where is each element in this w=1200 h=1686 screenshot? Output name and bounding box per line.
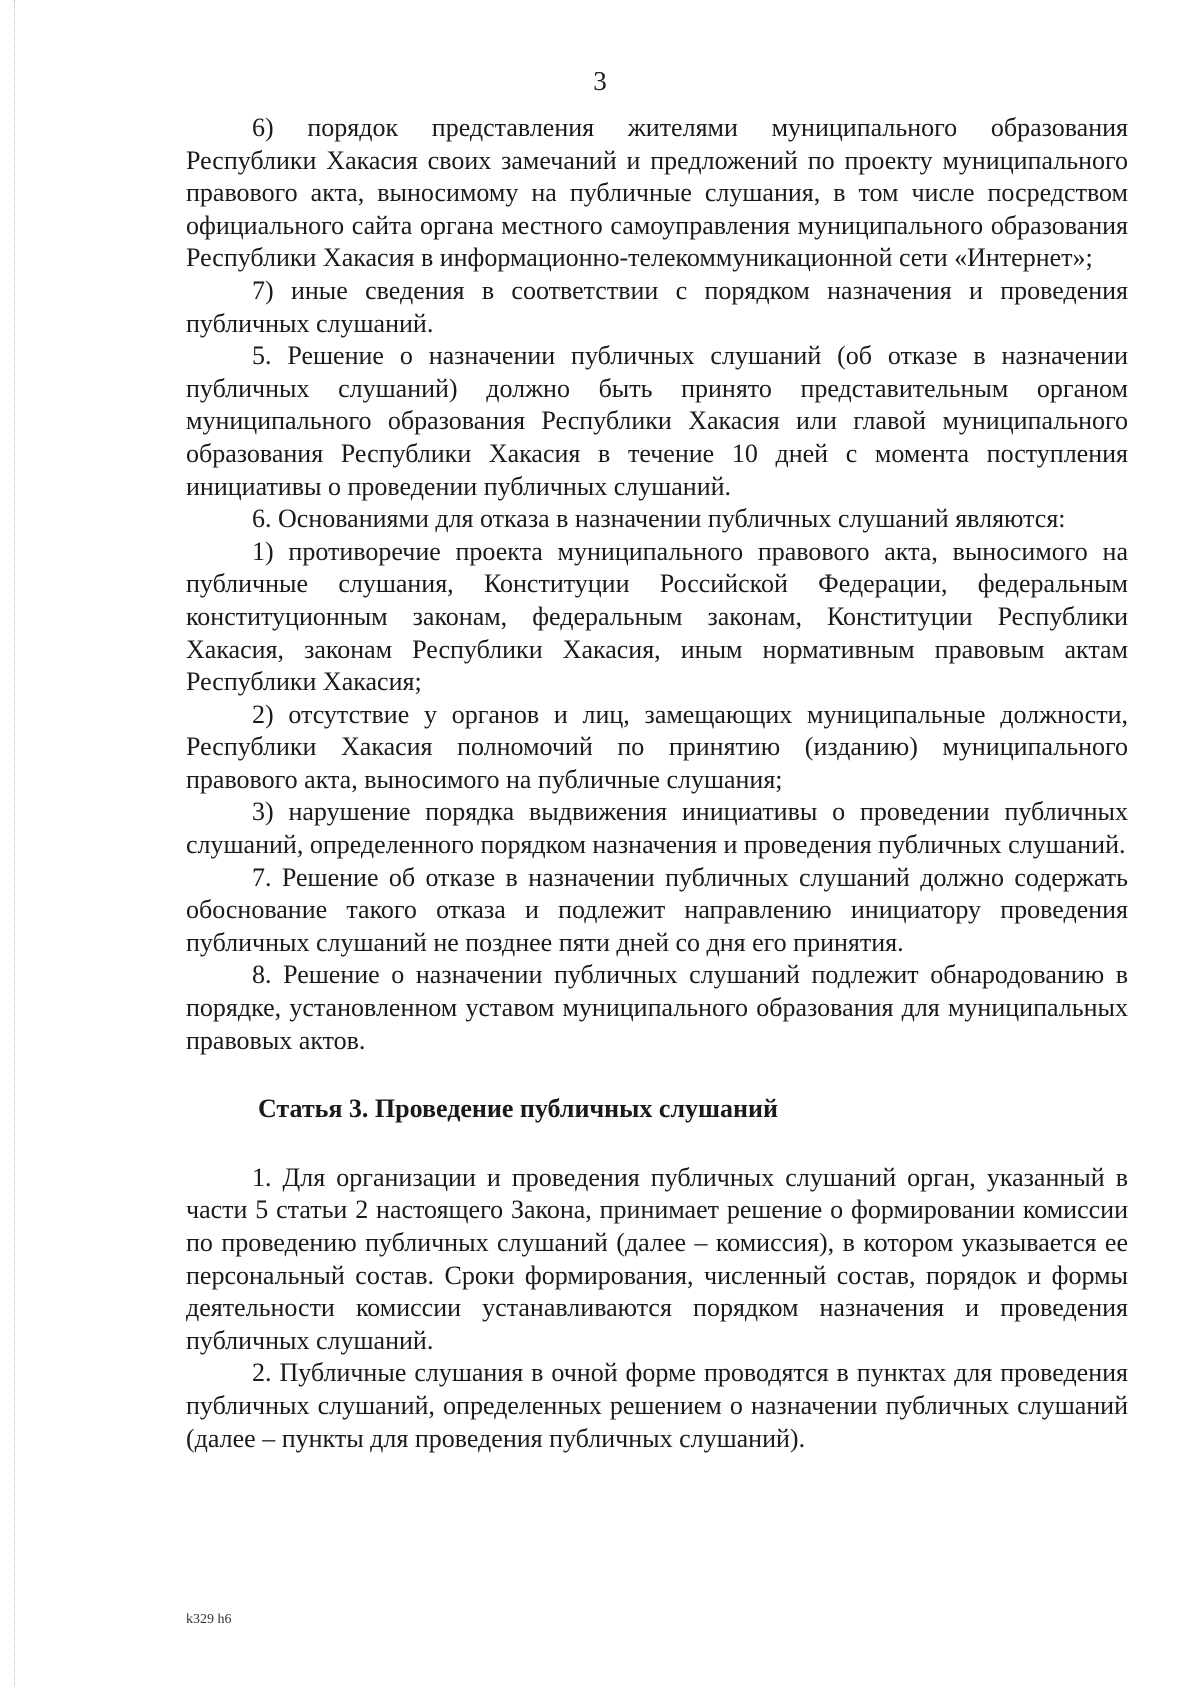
paragraph-item-7-other-info: 7) иные сведения в соответствии с порядком назначения и проведения публичных слушаний. bbox=[186, 275, 1128, 338]
paragraph-part-8-publication: 8. Решение о назначении публичных слушаний подлежит обнародованию в порядке, установленном уставом муниципального образования для муниципальных правовых актов. bbox=[186, 960, 1128, 1055]
paragraph-article-3-part-2: 2. Публичные слушания в очной форме проводятся в пунктах для проведения публичных слушаний, определенных решением о назначении публичных слушаний (далее – пункты для проведения публичных слушаний). bbox=[186, 1358, 1128, 1453]
paragraph-item-6-residents-comments: 6) порядок представления жителями муниципального образования Республики Хакасия своих замечаний и предложений по проекту муниципального правового акта, выносимому на публичные слушания, в том числе посредством официального сайта органа местного самоуправления муниципального образования Республики Хакасия в информационно-телекоммуникационной сети «Интернет»; bbox=[186, 113, 1128, 273]
paragraph-ground-2-no-authority: 2) отсутствие у органов и лиц, замещающих муниципальные должности, Республики Хакасия полномочий по принятию (изданию) муниципального правового акта, выносимого на публичные слушания; bbox=[186, 699, 1128, 794]
scan-edge-marks bbox=[0, 0, 15, 1686]
page-number: 3 bbox=[593, 66, 607, 96]
paragraph-ground-1-contradiction: 1) противоречие проекта муниципального правового акта, выносимого на публичные слушания, Конституции Российской Федерации, федеральным конституционным законам, федеральным законам, Конституции Республики Хакасия, законам Республики Хакасия, иным нормативным правовым актам Республики Хакасия; bbox=[186, 536, 1128, 697]
paragraph-ground-3-violation: 3) нарушение порядка выдвижения инициативы о проведении публичных слушаний, определенного порядком назначения и проведения публичных слушаний. bbox=[186, 797, 1128, 860]
footer-document-code: k329 h6 bbox=[186, 1612, 232, 1627]
article-3-heading: Статья 3. Проведение публичных слушаний bbox=[258, 1094, 778, 1124]
paragraph-part-7-refusal: 7. Решение об отказе в назначении публичных слушаний должно содержать обоснование такого отказа и подлежит направлению инициатору проведения публичных слушаний не позднее пяти дней со дня его принятия. bbox=[186, 862, 1128, 957]
paragraph-part-6-grounds: 6. Основаниями для отказа в назначении публичных слушаний являются: bbox=[252, 504, 1066, 534]
document-body bbox=[186, 112, 1128, 1455]
paragraph-article-3-part-1: 1. Для организации и проведения публичных слушаний орган, указанный в части 5 статьи 2 настоящего Закона, принимает решение о формировании комиссии по проведению публичных слушаний (далее – комиссия), в котором указывается ее персональный состав. Сроки формирования, численный состав, порядок и формы деятельности комиссии устанавливаются порядком назначения и проведения публичных слушаний. bbox=[186, 1162, 1128, 1355]
paragraph-part-5-decision: 5. Решение о назначении публичных слушаний (об отказе в назначении публичных слушаний) должно быть принято представительным органом муниципального образования Республики Хакасия или главой муниципального образования Республики Хакасия в течение 10 дней с момента поступления инициативы о проведении публичных слушаний. bbox=[186, 341, 1128, 501]
